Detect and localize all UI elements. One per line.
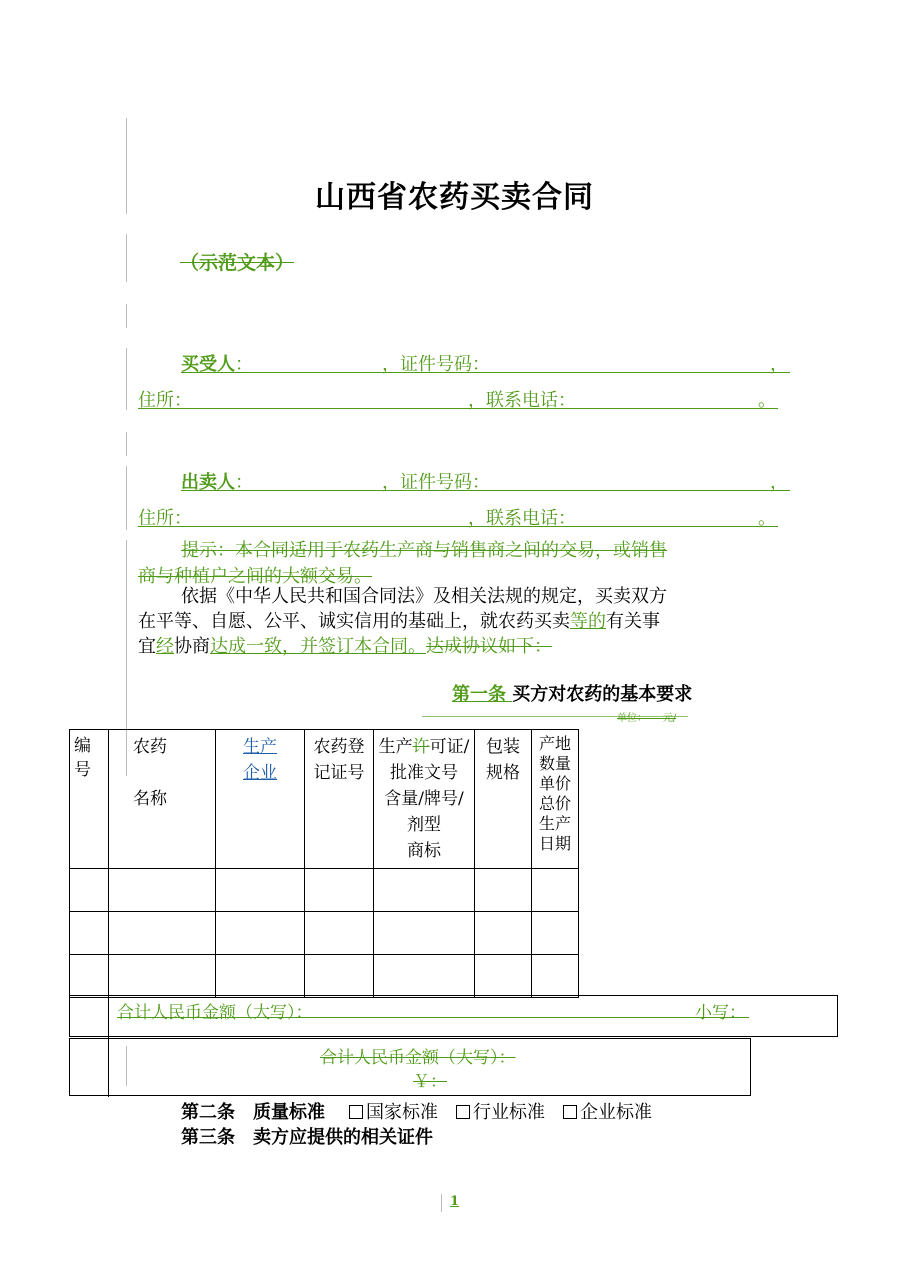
header-manufacturer: 生产企业 [216, 730, 305, 869]
article-3: 第三条 卖方应提供的相关证件 [181, 1127, 433, 1148]
table-row [70, 955, 579, 998]
sum-deleted-1: 合计人民币金额（大写）： [320, 1048, 516, 1068]
sum-row-2 [69, 1038, 751, 1096]
preamble-line-2: 在平等、自愿、公平、诚实信用的基础上，就农药买卖等的有关事 [138, 611, 660, 632]
checkbox[interactable] [349, 1105, 363, 1119]
article-1-heading [452, 680, 692, 706]
sum-underline [117, 1017, 749, 1018]
article-1-title: 买方对农药的基本要求 [512, 684, 693, 705]
buyer-address-label: 住所： [138, 390, 192, 411]
table-row [70, 869, 579, 912]
checkbox[interactable] [563, 1105, 577, 1119]
header-origin-qty-price: 产地 数量 单价 总价 生产 日期 [532, 730, 579, 869]
insertion: 达成一致，并签订本合同。 [210, 636, 426, 657]
seller-underline [181, 490, 790, 491]
option-national: 国家标准 [366, 1102, 438, 1123]
buyer-underline [181, 372, 790, 373]
buyer-label: 买受人 [181, 354, 235, 375]
buyer-colon: ： [235, 354, 253, 375]
seller-label: 出卖人 [181, 472, 235, 493]
document-title: 山西省农药买卖合同 [315, 180, 594, 215]
buyer-underline-2 [138, 408, 778, 409]
change-bar [126, 304, 127, 328]
article-2-label: 第二条 质量标准 [181, 1102, 325, 1123]
sum-deleted-2: ￥： [413, 1072, 447, 1092]
seller-colon: ： [235, 472, 253, 493]
insertion: 经 [156, 636, 174, 657]
header-package: 包装规格 [475, 730, 532, 869]
sum-upper-label: 合计人民币金额（大写）： [117, 1003, 313, 1023]
change-bar [126, 432, 127, 456]
deletion: 达成协议如下： [426, 636, 552, 657]
seller-phone-label: ，联系电话： [468, 508, 576, 529]
change-bar [441, 1194, 442, 1212]
buyer-end: ， [770, 354, 788, 375]
option-industry: 行业标准 [473, 1102, 545, 1123]
checkbox[interactable] [456, 1105, 470, 1119]
option-enterprise: 企业标准 [580, 1102, 652, 1123]
header-pesticide-name: 农药 名称 [109, 730, 216, 869]
seller-end: ， [770, 472, 788, 493]
hint-line-2: 商与种植户之间的大额交易。 [138, 566, 372, 587]
seller-address-label: 住所： [138, 508, 192, 529]
change-bar [126, 234, 127, 282]
header-number: 编号 [70, 730, 109, 869]
buyer-id-label: ，证件号码： [382, 354, 490, 375]
table-row [70, 912, 579, 955]
table-header-row [70, 730, 579, 869]
header-registration-no: 农药登记证号 [305, 730, 374, 869]
preamble-line-3: 宜经协商达成一致，并签订本合同。达成协议如下： [138, 636, 552, 657]
sum-row-1 [69, 995, 838, 1037]
seller-end2: 。 [758, 508, 776, 529]
sum-lower-label: 小写： [695, 1003, 746, 1023]
seller-id-label: ，证件号码： [382, 472, 490, 493]
document-subtitle: （示范文本） [180, 252, 295, 274]
change-bar [126, 348, 127, 410]
page-number: 1 [450, 1194, 460, 1209]
preamble-line-1: 依据《中华人民共和国合同法》及相关法规的规定，买卖双方 [181, 586, 667, 607]
change-bar [126, 466, 127, 530]
buyer-end2: 。 [758, 390, 776, 411]
unit-label: 单位： 元/ [617, 713, 677, 724]
insertion: 等的 [570, 611, 606, 632]
seller-underline-2 [138, 526, 778, 527]
header-license: 生产许可证/批准文号 含量/牌号/剂型 商标 [374, 730, 475, 869]
hint-line-1: 提示：本合同适用于农药生产商与销售商之间的交易，或销售 [181, 540, 667, 561]
article-2 [181, 1098, 652, 1124]
product-table [69, 729, 579, 998]
article-1-number: 第一条 [452, 684, 513, 705]
buyer-phone-label: ，联系电话： [468, 390, 576, 411]
